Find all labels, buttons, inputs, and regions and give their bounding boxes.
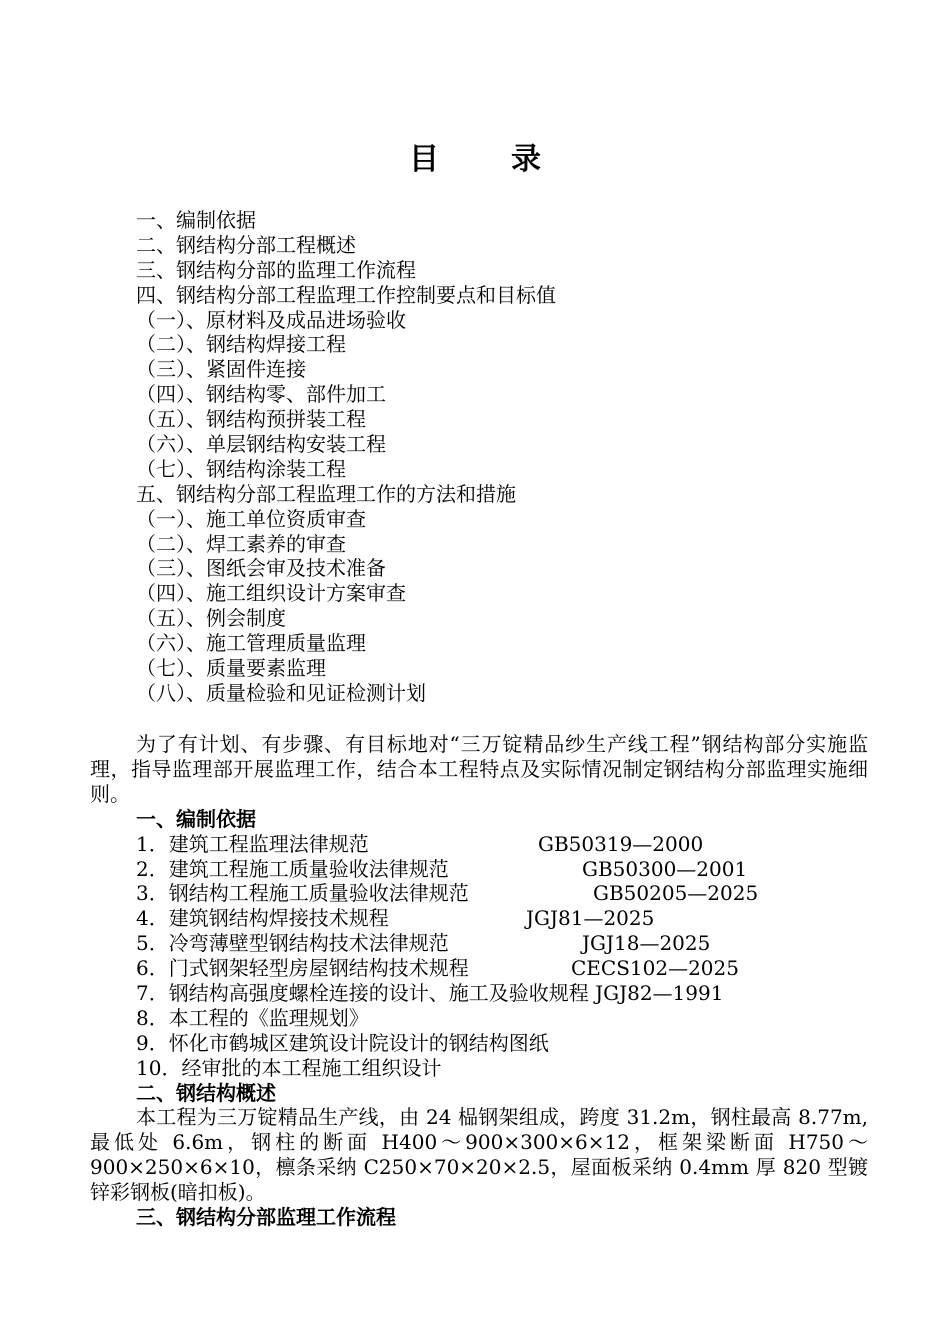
toc-item: （七）、质量要素监理: [136, 656, 326, 681]
reference-code: GB50205—2025: [593, 881, 759, 906]
reference-label: 2．建筑工程施工质量验收法律规范: [136, 856, 449, 881]
reference-label: 3．钢结构工程施工质量验收法律规范: [136, 881, 469, 906]
toc-item: （一）、原材料及成品进场验收: [136, 307, 406, 332]
reference-code: JGJ81—2025: [526, 906, 655, 931]
reference-label: 8．本工程的《监理规划》: [136, 1005, 369, 1030]
toc-item: （二）、钢结构焊接工程: [136, 332, 346, 357]
reference-code: JGJ18—2025: [582, 931, 711, 956]
page-title: [0, 140, 950, 180]
toc-item: 三、钢结构分部的监理工作流程: [136, 257, 416, 282]
reference-label: 9．怀化市鹤城区建筑设计院设计的钢结构图纸: [136, 1030, 549, 1055]
table-of-contents: [136, 208, 876, 706]
title-char-2: 录: [511, 142, 541, 177]
reference-item: [90, 956, 868, 981]
reference-code: GB50300—2001: [582, 856, 748, 881]
toc-item: （三）、紧固件连接: [136, 357, 306, 382]
toc-item: 二、钢结构分部工程概述: [136, 232, 356, 257]
reference-item: [90, 832, 868, 857]
reference-label: 4．建筑钢结构焊接技术规程: [136, 906, 389, 931]
reference-label: 1．建筑工程监理法律规范: [136, 831, 369, 856]
reference-item: [90, 1031, 868, 1056]
document-body: [90, 732, 868, 1230]
title-char-1: 目: [409, 142, 439, 177]
toc-item: （四）、钢结构零、部件加工: [136, 382, 386, 407]
toc-item: （六）、单层钢结构安装工程: [136, 432, 386, 457]
reference-item: [90, 1056, 868, 1081]
toc-item: （三）、图纸会审及技术准备: [136, 556, 386, 581]
section-heading: 三、钢结构分部监理工作流程: [136, 1205, 396, 1230]
reference-item: [90, 931, 868, 956]
toc-item: （二）、焊工素养的审查: [136, 531, 346, 556]
reference-item: [90, 857, 868, 882]
toc-item: （八）、质量检验和见证检测计划: [136, 680, 426, 705]
toc-item: 四、钢结构分部工程监理工作控制要点和目标值: [136, 282, 556, 307]
section-heading: 一、编制依据: [136, 806, 256, 831]
reference-label: 5．冷弯薄壁型钢结构技术法律规范: [136, 931, 449, 956]
reference-item: [90, 881, 868, 906]
reference-item: [90, 1006, 868, 1031]
reference-code: CECS102—2025: [571, 956, 739, 981]
toc-item: 一、编制依据: [136, 208, 256, 232]
reference-label: 7．钢结构高强度螺栓连接的设计、施工及验收规程 JGJ82—1991: [136, 980, 724, 1005]
toc-item: （一）、施工单位资质审查: [136, 506, 366, 531]
reference-label: 10．经审批的本工程施工组织设计: [136, 1055, 442, 1080]
toc-item: （四）、施工组织设计方案审查: [136, 581, 406, 606]
section-heading: 二、钢结构概述: [136, 1080, 276, 1105]
intro-paragraph: 为了有计划、有步骤、有目标地对“三万锭精品纱生产线工程”钢结构部分实施监理，指导监理部开展监理工作，结合本工程特点及实际情况制定钢结构分部监理实施细则。: [90, 732, 868, 806]
toc-item: （五）、例会制度: [136, 606, 286, 631]
overview-paragraph: 本工程为三万锭精品生产线，由 24 榀钢架组成，跨度 31.2m，钢柱最高 8.77m,最低处 6.6m，钢柱的断面 H400～900×300×6×12，框架梁断面 H750～900×250×6×10，檩条采纳 C250×70×20×2.5，屋面板采纳 0.4mm 厚 820 型镀锌彩钢板(暗扣板)。: [90, 1105, 868, 1205]
reference-label: 6．门式钢架轻型房屋钢结构技术规程: [136, 956, 469, 981]
toc-item: （六）、施工管理质量监理: [136, 631, 366, 656]
toc-item: （五）、钢结构预拼装工程: [136, 407, 366, 432]
reference-code: GB50319—2000: [538, 831, 704, 856]
reference-item: [90, 906, 868, 931]
toc-item: （七）、钢结构涂装工程: [136, 456, 346, 481]
toc-item: 五、钢结构分部工程监理工作的方法和措施: [136, 481, 516, 506]
reference-item: [90, 981, 868, 1006]
